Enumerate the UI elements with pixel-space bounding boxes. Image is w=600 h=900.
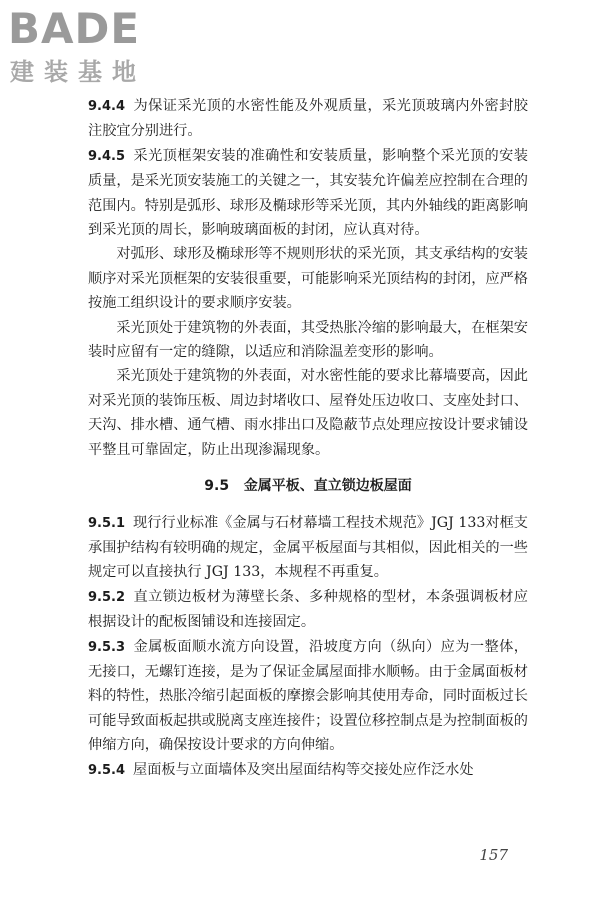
clause-text: 金属板面顺水流方向设置，沿坡度方向（纵向）应为一整体，无接口，无螺钉连接，是为了保证金属屋面排水顺畅。由于金属面板材料的特性，热胀冷缩引起面板的摩擦会影响其使用寿命，同时面板过长可能导致面板起拱或脱离支座连接件；设置位移控制点是为控制面板的伸缩方向，确保按设计要求的方向伸缩。 xyxy=(88,638,528,754)
clause-number: 9.5.1 xyxy=(88,515,126,531)
clause-9-5-4 xyxy=(88,758,528,783)
document-body xyxy=(88,94,528,783)
clause-number: 9.5.2 xyxy=(88,589,126,605)
clause-text: 直立锁边板材为薄壁长条、多种规格的型材，本条强调板材应根据设计的配板图铺设和连接固定。 xyxy=(88,588,528,631)
paragraph: 对弧形、球形及椭球形等不规则形状的采光顶，其支承结构的安装顺序对采光顶框架的安装很重要，可能影响采光顶结构的封闭，应严格按施工组织设计的要求顺序安装。 xyxy=(88,246,528,312)
clause-9-5-2 xyxy=(88,585,528,635)
logo-subtitle: 建装基地 xyxy=(10,58,146,86)
clause-text: 现行行业标准《金属与石材幕墙工程技术规范》JGJ 133对框支承围护结构有较明确的规定，金属平板屋面与其相似，因此相关的一些规定可以直接执行 JGJ 133，本规程不再重复。 xyxy=(88,514,528,581)
clause-text: 屋面板与立面墙体及突出屋面结构等交接处应作泛水处 xyxy=(133,761,474,778)
section-heading xyxy=(88,474,528,498)
logo-text: BADE xyxy=(8,4,141,53)
paragraph: 采光顶处于建筑物的外表面，对水密性能的要求比幕墙要高，因此对采光顶的装饰压板、周边封堵收口、屋脊处压边收口、支座处封口、天沟、排水槽、通气槽、雨水排出口及隐蔽节点处理应按设计要求铺设平整且可靠固定，防止出现渗漏现象。 xyxy=(88,368,528,458)
clause-9-5-3 xyxy=(88,635,528,758)
clause-number: 9.5.3 xyxy=(88,639,126,655)
clause-text: 为保证采光顶的水密性能及外观质量，采光顶玻璃内外密封胶注胶宜分别进行。 xyxy=(88,98,528,140)
clause-number: 9.4.4 xyxy=(88,99,126,114)
clause-9-4-5 xyxy=(88,144,528,243)
section-title: 金属平板、直立锁边板屋面 xyxy=(243,478,412,495)
clause-9-4-4 xyxy=(88,94,528,144)
clause-number: 9.4.5 xyxy=(88,148,126,164)
page-number: 157 xyxy=(479,846,508,864)
paragraph: 采光顶处于建筑物的外表面，其受热胀冷缩的影响最大，在框架安装时应留有一定的缝隙，以适应和消除温差变形的影响。 xyxy=(88,319,528,361)
clause-number: 9.5.4 xyxy=(88,762,126,778)
section-number: 9.5 xyxy=(204,478,230,495)
clause-text: 采光顶框架安装的准确性和安装质量，影响整个采光顶的安装质量，是采光顶安装施工的关键之一，其安装允许偏差应控制在合理的范围内。特别是弧形、球形及椭球形等采光顶，其内外轴线的距离影响到采光顶的周长，影响玻璃面板的封闭，应认真对待。 xyxy=(88,147,528,239)
logo xyxy=(8,6,183,86)
clause-9-5-1 xyxy=(88,511,528,585)
